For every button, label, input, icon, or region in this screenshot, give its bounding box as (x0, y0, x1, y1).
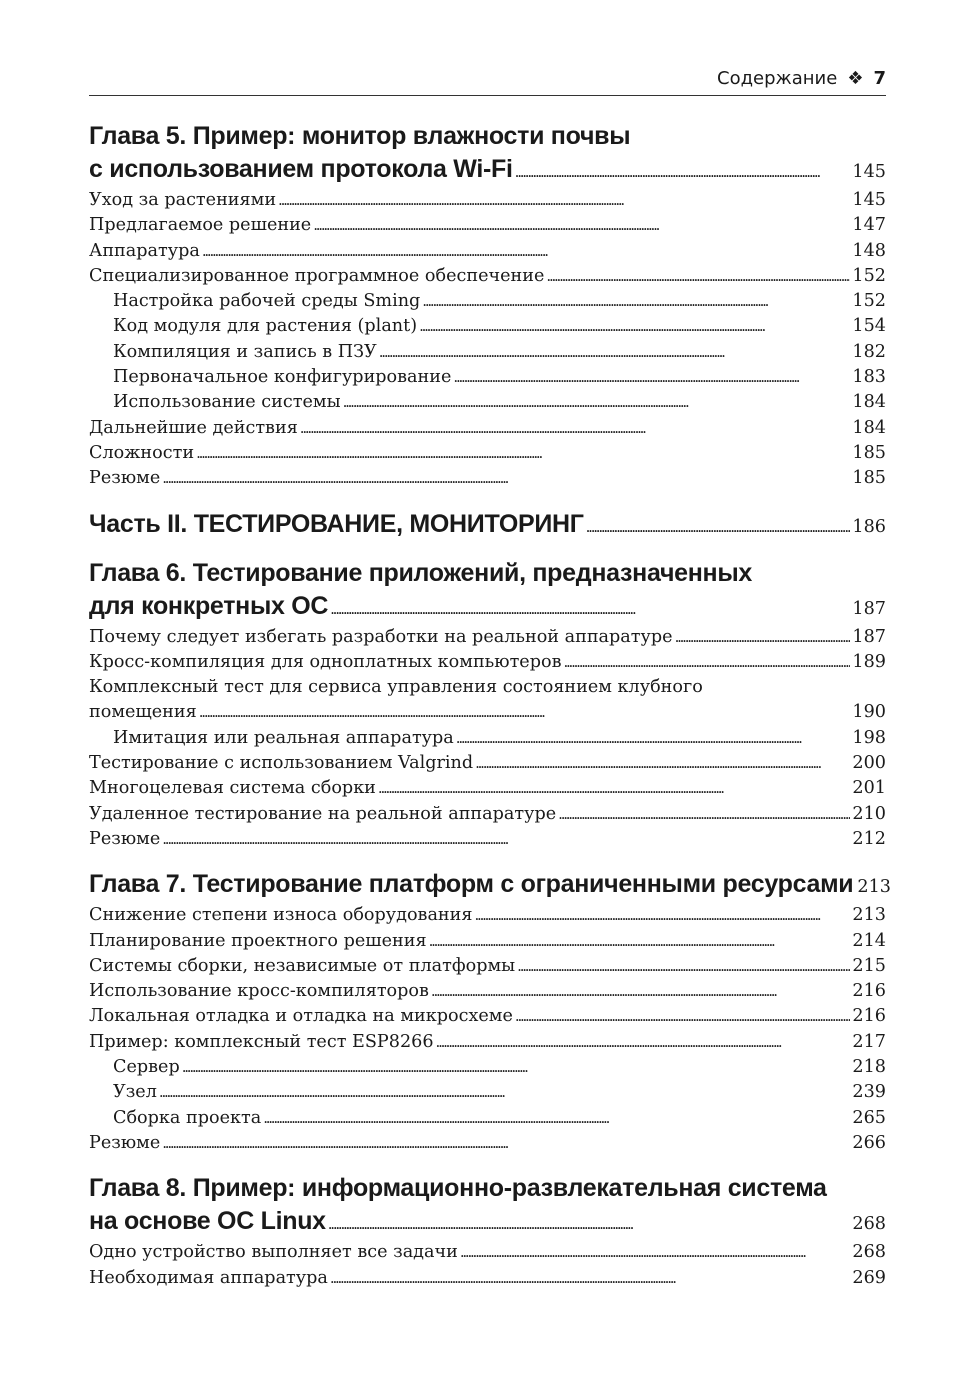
toc-item[interactable] (89, 903, 886, 928)
chapter-page: 145 (852, 162, 886, 182)
toc-item-title: Пример: комплексный тест ESP8266 (89, 1031, 434, 1052)
chapter-items (89, 188, 886, 492)
toc-item[interactable] (89, 1030, 886, 1055)
chapter-entry[interactable] (89, 1205, 886, 1238)
chapter-title: для конкретных ОС (89, 591, 329, 620)
toc-item-title: Использование системы (113, 392, 341, 413)
toc-chapter (89, 120, 886, 492)
toc-item-page: 212 (852, 828, 886, 849)
toc-item-title: Резюме (89, 828, 161, 849)
dot-leader (202, 239, 851, 264)
toc-item[interactable] (89, 264, 886, 289)
toc-item[interactable] (89, 650, 886, 675)
chapter-title: Часть II. ТЕСТИРОВАНИЕ, МОНИТОРИНГ (89, 509, 584, 538)
toc-item-page: 154 (852, 316, 886, 337)
toc-item-title: Предлагаемое решение (89, 215, 312, 236)
toc-item-page: 145 (852, 190, 886, 210)
toc-item-page: 210 (852, 803, 886, 824)
dot-leader (456, 726, 851, 751)
toc-item[interactable] (89, 188, 886, 213)
toc-item-title: Кросс-компиляция для одноплатных компьютеров (89, 651, 562, 672)
toc-item-page: 268 (852, 1242, 886, 1263)
toc-subitem[interactable] (89, 340, 886, 365)
toc-chapter (89, 508, 886, 541)
dot-leader (182, 1055, 851, 1080)
chapter-items (89, 625, 886, 853)
dot-leader (546, 264, 850, 289)
dot-leader (515, 156, 851, 189)
dot-leader (278, 188, 850, 213)
chapter-title-line: Глава 5. Пример: монитор влажности почвы (89, 122, 631, 150)
chapter-page: 187 (852, 598, 886, 619)
toc-subitem[interactable] (89, 1080, 886, 1105)
chapter-entry[interactable] (89, 508, 886, 541)
dot-leader (515, 1004, 851, 1029)
toc-item-title: Настройка рабочей среды Sming (113, 291, 421, 312)
dot-leader (300, 416, 851, 441)
toc-item-title: Тестирование с использованием Valgrind (89, 753, 474, 774)
toc-item-page: 190 (852, 702, 886, 723)
toc-item-title: Почему следует избегать разработки на реальной аппаратуре (89, 626, 673, 647)
toc-item-title: помещения (89, 702, 197, 723)
running-header-section: Содержание (717, 68, 838, 89)
toc-item-page: 187 (852, 626, 886, 647)
toc-item-page: 217 (852, 1031, 886, 1052)
page-number: 7 (873, 68, 886, 89)
dot-leader (313, 213, 850, 238)
toc-item-page: 184 (852, 392, 886, 413)
toc-item-page: 183 (852, 367, 886, 388)
toc-item-title: Резюме (89, 1132, 161, 1153)
toc-item-page: 269 (852, 1267, 886, 1288)
toc-item-title: Аппаратура (89, 240, 200, 261)
toc-item-page: 184 (852, 417, 886, 438)
toc-chapter (89, 868, 891, 1156)
toc-item[interactable] (89, 416, 886, 441)
chapter-title-line: Глава 8. Пример: информационно-развлекательная система (89, 1174, 827, 1203)
toc-item[interactable] (89, 802, 886, 827)
dot-leader (675, 625, 851, 650)
chapter-page: 268 (852, 1214, 886, 1235)
chapter-title: на основе ОС Linux (89, 1207, 326, 1236)
toc-item[interactable] (89, 1240, 886, 1265)
toc-item[interactable] (89, 929, 886, 954)
toc-item-title: Системы сборки, независимые от платформы (89, 955, 516, 976)
toc-item-title: Снижение степени износа оборудования (89, 905, 473, 926)
toc-item-page: 213 (852, 905, 886, 926)
toc-subitem[interactable] (89, 1055, 886, 1080)
toc-item[interactable] (89, 751, 886, 776)
toc-item-page: 201 (852, 778, 886, 799)
dot-leader (563, 650, 850, 675)
toc-subitem[interactable] (89, 390, 886, 415)
toc-item[interactable] (89, 239, 886, 264)
toc-subitem[interactable] (89, 314, 886, 339)
toc-item-page: 216 (852, 981, 886, 1002)
chapter-title: Глава 7. Тестирование платформ с ограниченными ресурсами (89, 870, 854, 899)
dot-leader (330, 593, 850, 626)
dot-leader (517, 954, 850, 979)
dot-leader (475, 903, 851, 928)
toc-item-page: 152 (852, 265, 886, 286)
dot-leader (429, 929, 851, 954)
dot-leader (159, 1080, 851, 1105)
toc-item-title: Сложности (89, 442, 195, 463)
dot-leader (196, 441, 850, 466)
dot-leader (431, 979, 851, 1004)
toc-item-page: 147 (852, 215, 886, 236)
dot-leader (558, 802, 850, 827)
toc-item-page: 239 (852, 1082, 886, 1103)
toc-item[interactable] (89, 827, 886, 852)
chapter-entry[interactable] (89, 590, 886, 623)
toc-item-title: Многоцелевая система сборки (89, 778, 376, 799)
toc-chapter (89, 1172, 886, 1291)
toc-item[interactable] (89, 700, 886, 725)
toc-item[interactable] (89, 466, 886, 491)
dot-leader (263, 1106, 850, 1131)
toc-item[interactable] (89, 954, 886, 979)
chapter-page: 186 (852, 516, 886, 537)
chapter-page: 213 (857, 877, 891, 898)
dot-leader (422, 289, 850, 314)
toc-item-title: Резюме (89, 468, 161, 489)
toc-item-title: Первоначальное конфигурирование (113, 367, 452, 388)
toc-item[interactable] (89, 776, 886, 801)
dot-leader (162, 466, 850, 491)
toc-item-page: 265 (852, 1107, 886, 1128)
dot-leader (330, 1266, 851, 1291)
toc-item-title: Узел (113, 1082, 157, 1103)
toc-chapter (89, 557, 886, 853)
toc-subitem[interactable] (89, 289, 886, 314)
toc-item-title: Сервер (113, 1057, 180, 1078)
toc-item-title: Использование кросс-компиляторов (89, 981, 429, 1002)
toc-item-page: 198 (852, 727, 886, 748)
toc-item-page: 185 (852, 442, 886, 463)
toc-item[interactable] (89, 1266, 886, 1291)
toc-item-title: Имитация или реальная аппаратура (113, 727, 454, 748)
toc-item-page: 189 (852, 651, 886, 672)
toc-item[interactable] (89, 979, 886, 1004)
toc-item-title: Одно устройство выполняет все задачи (89, 1242, 458, 1263)
toc-item[interactable] (89, 213, 886, 238)
chapter-entry[interactable] (89, 868, 891, 901)
dot-leader (453, 365, 850, 390)
ornament-icon: ❖ (847, 68, 864, 89)
dot-leader (586, 511, 851, 544)
toc-item-page: 214 (852, 930, 886, 951)
toc-item-page: 218 (852, 1057, 886, 1078)
chapter-items (89, 903, 886, 1156)
dot-leader (379, 340, 851, 365)
toc-item-title: Необходимая аппаратура (89, 1267, 328, 1288)
toc-item-title: Специализированное программное обеспечение (89, 265, 545, 286)
dot-leader (419, 314, 850, 339)
dot-leader (378, 776, 850, 801)
dot-leader (162, 1131, 850, 1156)
running-header (89, 66, 886, 96)
dot-leader (199, 700, 851, 725)
dot-leader (460, 1240, 851, 1265)
toc-item-title: Дальнейшие действия (89, 417, 298, 438)
chapter-entry[interactable] (89, 153, 886, 186)
chapter-items (89, 1240, 886, 1291)
toc-item-title: Локальная отладка и отладка на микросхеме (89, 1006, 513, 1027)
table-of-contents (89, 120, 891, 1291)
dot-leader (343, 390, 851, 415)
toc-item-page: 266 (852, 1132, 886, 1153)
toc-item-title: Сборка проекта (113, 1107, 262, 1128)
toc-item[interactable] (89, 625, 886, 650)
toc-item[interactable] (89, 441, 886, 466)
toc-item-page: 216 (852, 1006, 886, 1027)
toc-item-page: 182 (852, 341, 886, 362)
dot-leader (162, 827, 850, 852)
toc-item-page: 148 (852, 240, 886, 261)
chapter-title: с использованием протокола Wi-Fi (89, 155, 513, 183)
toc-item-title: Уход за растениями (89, 190, 277, 210)
toc-item-page: 185 (852, 468, 886, 489)
chapter-title-line: Глава 6. Тестирование приложений, предназначенных (89, 558, 753, 587)
toc-subitem[interactable] (89, 1106, 886, 1131)
dot-leader (436, 1030, 851, 1055)
toc-item-title: Удаленное тестирование на реальной аппаратуре (89, 803, 557, 824)
dot-leader (328, 1208, 851, 1241)
toc-item-page: 200 (852, 753, 886, 774)
toc-item-title: Компиляция и запись в ПЗУ (113, 341, 377, 362)
toc-item-line: Комплексный тест для сервиса управления состоянием клубного (89, 677, 703, 698)
toc-item[interactable] (89, 1131, 886, 1156)
toc-subitem[interactable] (89, 726, 886, 751)
dot-leader (475, 751, 850, 776)
toc-item-page: 215 (852, 955, 886, 976)
toc-item-title: Планирование проектного решения (89, 930, 427, 951)
toc-item[interactable] (89, 1004, 886, 1029)
toc-item-page: 152 (852, 291, 886, 312)
toc-item-title: Код модуля для растения (plant) (113, 316, 418, 337)
toc-subitem[interactable] (89, 365, 886, 390)
